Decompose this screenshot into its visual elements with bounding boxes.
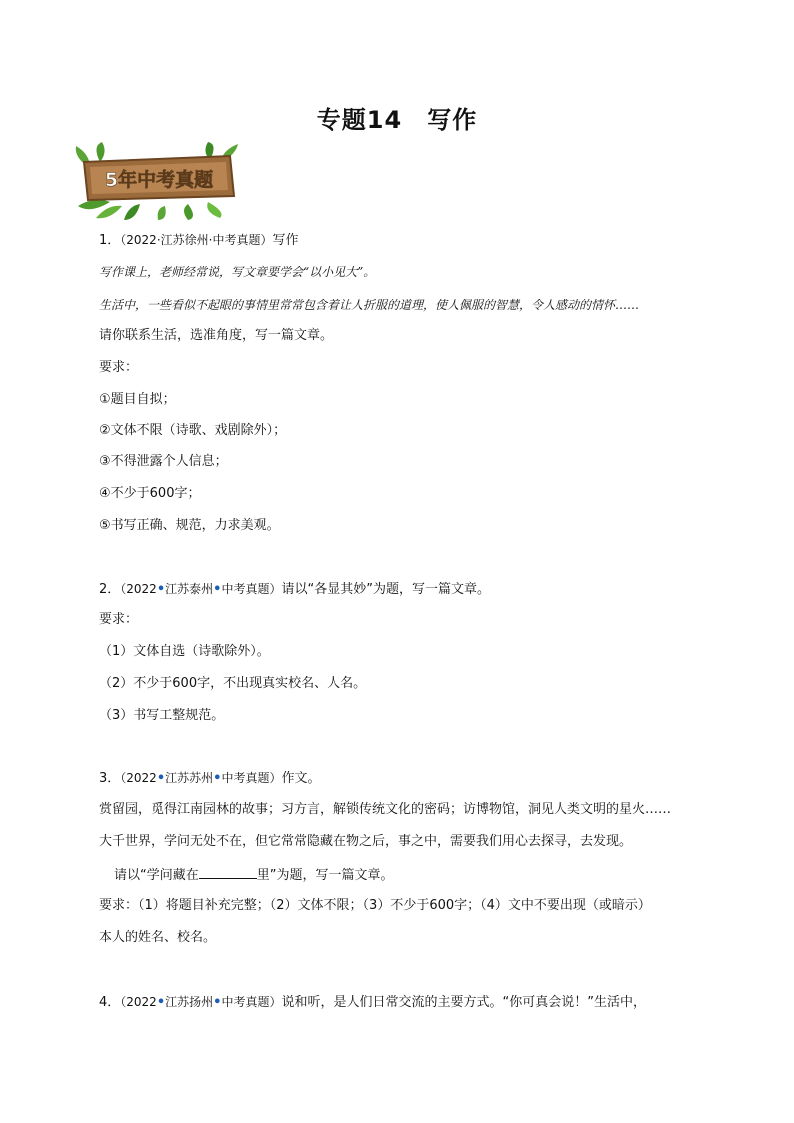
q1-req-3: ③不得泄露个人信息；	[99, 454, 228, 469]
q1-req-4: ④不少于600字；	[99, 486, 201, 501]
q3-prompt-start: 请以“学问藏在	[114, 868, 199, 883]
q3-requirements-2: 本人的姓名、校名。	[99, 930, 217, 945]
q4-dot-2: •	[213, 995, 222, 1010]
q1-line-1: 写作课上，老师经常说，写文章要学会“以小见大”。	[99, 265, 376, 279]
q1-req-2: ②文体不限（诗歌、戏剧除外）；	[99, 423, 287, 438]
q4-source-type: 中考真题）	[221, 995, 282, 1009]
q4-source-region: 江苏扬州	[165, 995, 214, 1009]
q2-source-type: 中考真题）	[221, 582, 282, 596]
q3-topic: 作文。	[281, 771, 321, 786]
q1-line-3: 请你联系生活，选准角度，写一篇文章。	[99, 328, 334, 343]
q3-source-year: （2022	[120, 771, 157, 785]
q3-prompt-end: 里”为题，写一篇文章。	[256, 868, 394, 883]
q2-heading	[99, 579, 490, 600]
q1-source: （2022·江苏徐州·中考真题）	[120, 233, 273, 247]
q4-dot-1: •	[156, 995, 166, 1010]
q1-req-5: ⑤书写正确、规范，力求美观。	[99, 518, 280, 533]
q2-requirements-label: 要求：	[99, 612, 139, 627]
q3-paragraph-3	[114, 864, 394, 886]
q4-prompt: 说和听，是人们日常交流的主要方式。“你可真会说！”生活中，	[281, 995, 646, 1010]
q1-line-2: 生活中，一些看似不起眼的事情里常常包含着让人折服的道理，使人佩服的智慧，令人感动的情怀……	[99, 298, 640, 312]
q2-req-2: （2）不少于600字，不出现真实校名、人名。	[99, 676, 367, 691]
q1-requirements-label: 要求：	[99, 360, 139, 375]
q2-source-year: （2022	[120, 582, 157, 596]
q1-heading	[99, 230, 298, 251]
q3-source-region: 江苏苏州	[165, 771, 214, 785]
q3-source-type: 中考真题）	[221, 771, 282, 785]
q3-paragraph-2: 大千世界，学问无处不在，但它常常隐藏在物之后，事之中，需要我们用心去探寻，去发现。	[99, 834, 633, 849]
q2-number: 2．	[99, 582, 121, 597]
q2-req-3: （3）书写工整规范。	[99, 708, 225, 723]
section-badge	[70, 140, 242, 220]
q2-prompt: 请以“各显其妙”为题，写一篇文章。	[281, 582, 490, 597]
q2-req-1: （1）文体自选（诗歌除外）。	[99, 644, 270, 659]
q2-dot-1: •	[156, 582, 166, 597]
q3-requirements-1: 要求：（1）将题目补充完整；（2）文体不限；（3）不少于600字；（4）文中不要出现（或暗示）	[99, 898, 651, 913]
q3-fill-blank	[199, 864, 257, 879]
q1-number: 1．	[99, 233, 121, 248]
q3-number: 3．	[99, 771, 121, 786]
q3-paragraph-1: 赏留园，觅得江南园林的故事；习方言，解锁传统文化的密码；访博物馆，洞见人类文明的星火……	[99, 802, 672, 817]
q1-req-1: ①题目自拟；	[99, 392, 176, 407]
q2-dot-2: •	[213, 582, 222, 597]
q4-heading	[99, 992, 646, 1013]
q4-source-year: （2022	[120, 995, 157, 1009]
q3-dot-1: •	[156, 771, 166, 786]
q3-heading	[99, 768, 321, 789]
page-title: 专题14 写作	[316, 106, 478, 134]
q2-source-region: 江苏泰州	[165, 582, 214, 596]
q1-topic: 写作	[272, 233, 299, 248]
q3-dot-2: •	[213, 771, 222, 786]
q4-number: 4．	[99, 995, 121, 1010]
badge-text: 5年中考真题	[104, 169, 214, 191]
